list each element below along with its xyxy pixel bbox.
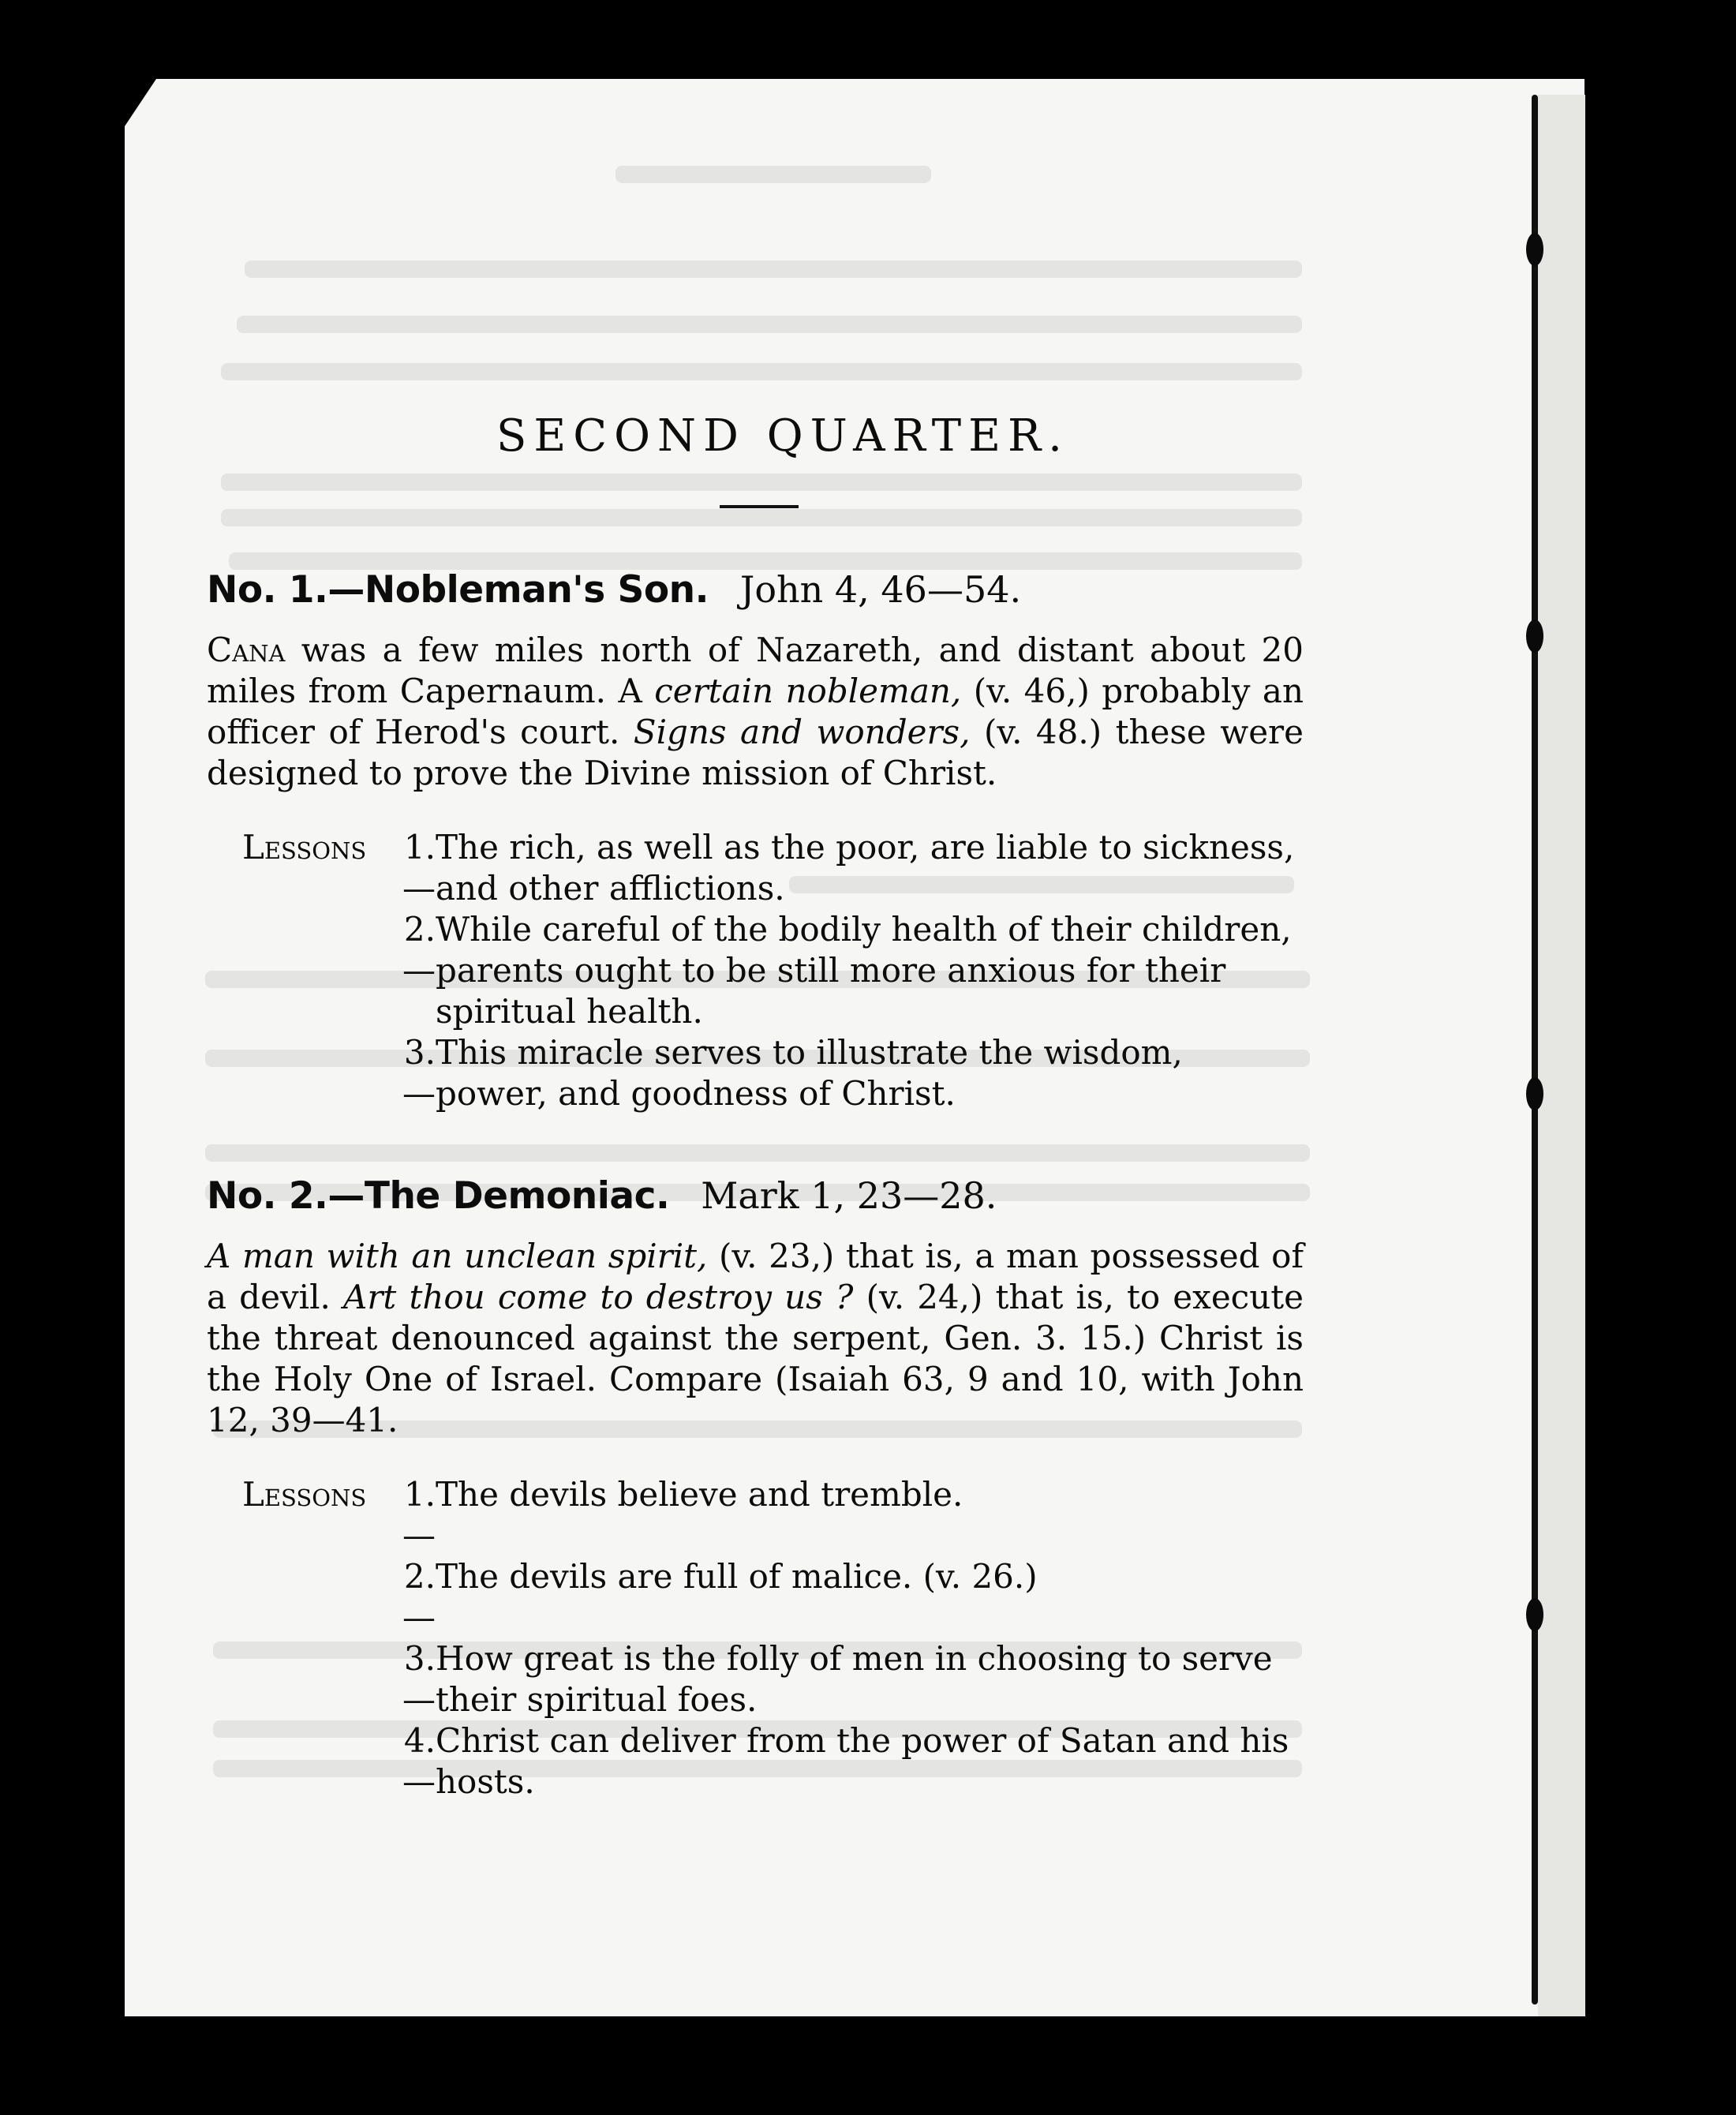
lead-word: Cana: [207, 631, 286, 669]
lesson-item: [207, 1032, 1304, 1114]
lesson-item: [207, 1720, 1304, 1802]
section-title: No. 2.—The Demoniac.: [207, 1174, 670, 1218]
lesson-text: How great is the folly of men in choosing to serve their spiritual foes.: [436, 1639, 1273, 1719]
lessons-list: [207, 1474, 1304, 1802]
section-paragraph: [207, 630, 1304, 794]
lesson-item: [207, 1556, 1304, 1638]
lessons-label: Lessons: [242, 1475, 367, 1514]
section-heading: [207, 1171, 1304, 1220]
binding-stitch: [1526, 233, 1543, 266]
italic-phrase: Signs and wonders,: [633, 713, 971, 751]
lessons-list: [207, 827, 1304, 1114]
lesson-text: While careful of the bodily health of their children, parents ought to be still more anxious for their spiritual health.: [436, 910, 1292, 1031]
folded-corner: [125, 79, 156, 126]
adjacent-page-strip: [1538, 95, 1585, 2016]
lesson-number: 1.—: [402, 828, 436, 908]
lesson-text: This miracle serves to illustrate the wisdom, power, and goodness of Christ.: [436, 1033, 1183, 1113]
paragraph-text: (v. 23,) that is, a man possessed of a devil.: [207, 1237, 1304, 1316]
section-title: No. 1.—Nobleman's Son.: [207, 568, 709, 612]
lesson-section-1: [207, 565, 1304, 1114]
lesson-number: 1.—: [402, 1475, 436, 1555]
lesson-item: [207, 827, 1304, 909]
lesson-number: 3.—: [402, 1033, 436, 1113]
title-rule: [720, 505, 799, 508]
scripture-reference: John 4, 46—54.: [739, 568, 1022, 611]
lesson-item: [207, 1474, 1304, 1556]
scripture-reference: Mark 1, 23—28.: [701, 1174, 997, 1217]
binding-stitch: [1526, 1598, 1543, 1631]
lesson-text: Christ can deliver from the power of Satan and his hosts.: [436, 1721, 1289, 1801]
binding-line: [1532, 95, 1538, 2005]
italic-phrase: Art thou come to destroy us ?: [343, 1278, 854, 1316]
binding-stitch: [1526, 1077, 1543, 1110]
lesson-text: The devils are full of malice. (v. 26.): [436, 1557, 1038, 1596]
lesson-number: 2.—: [402, 910, 436, 990]
paragraph-text: (v. 46,) probably an officer of Herod's court.: [207, 672, 1304, 751]
paragraph-text: (v. 24,) that is, to execute the threat denounced against the serpent, Gen. 3. 15.) Christ is the Holy One of Israel. Compare (Isaiah 63, 9 and 10, with John 12, 39—41.: [207, 1278, 1304, 1439]
lesson-number: 3.—: [402, 1639, 436, 1719]
lesson-section-2: [207, 1171, 1304, 1802]
page-content: [207, 410, 1304, 1802]
paragraph-text: was a few miles north of Nazareth, and distant about 20 miles from Capernaum. A: [207, 631, 1304, 710]
binding-stitch: [1526, 620, 1543, 653]
section-heading: [207, 565, 1304, 614]
lesson-number: 4.—: [402, 1721, 436, 1801]
lesson-item: [207, 909, 1304, 1032]
lesson-item: [207, 1638, 1304, 1720]
paragraph-text: (v. 48.) these were designed to prove the Divine mission of Christ.: [207, 713, 1304, 792]
lesson-text: The devils believe and tremble.: [436, 1475, 963, 1514]
lesson-number: 2.—: [402, 1557, 436, 1637]
italic-phrase: A man with an unclean spirit,: [207, 1237, 708, 1275]
quarter-title: SECOND QUARTER.: [496, 410, 1069, 462]
lesson-text: The rich, as well as the poor, are liable to sickness, and other afflictions.: [436, 828, 1295, 908]
section-paragraph: [207, 1236, 1304, 1441]
italic-phrase: certain nobleman,: [654, 672, 962, 710]
lessons-label: Lessons: [242, 828, 367, 867]
